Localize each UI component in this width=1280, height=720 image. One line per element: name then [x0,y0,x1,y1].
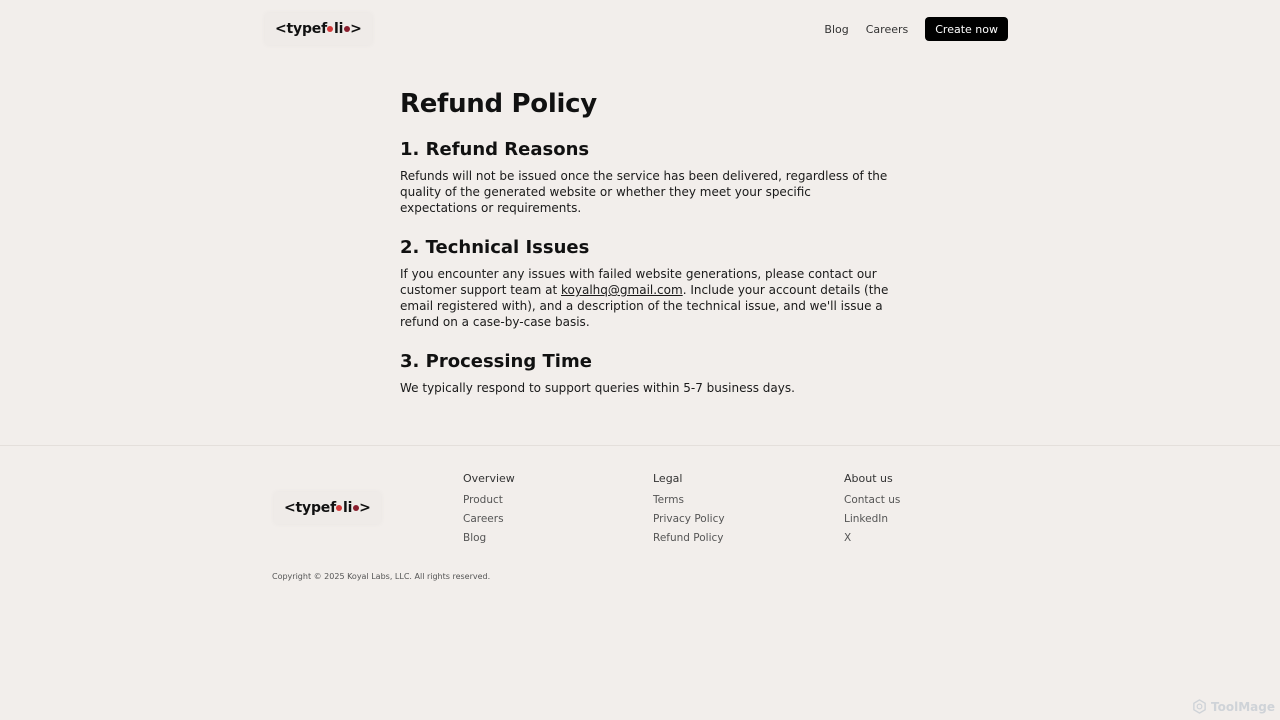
section-heading: 2. Technical Issues [400,237,590,258]
footer-column-legal [653,472,725,551]
section-technical-issues [400,236,890,330]
footer-link-careers[interactable]: Careers [463,513,504,525]
footer-column-title: About us [844,472,893,485]
toolmage-watermark [1192,699,1275,714]
footer-link-linkedin[interactable]: LinkedIn [844,513,889,525]
footer-logo[interactable] [274,492,381,524]
footer-column-overview [463,472,515,551]
logo-prefix: <typef [284,500,336,516]
copyright-text: Copyright © 2025 Koyal Labs, LLC. All rights reserved. [272,572,491,581]
section-heading: 1. Refund Reasons [400,139,590,160]
toolmage-logo-icon [1192,699,1207,714]
footer-divider [0,445,1280,446]
section-refund-reasons [400,138,890,216]
support-email-link[interactable]: koyalhq@gmail.com [561,283,683,297]
logo-dot-icon [327,26,333,32]
footer-link-blog[interactable]: Blog [463,532,487,544]
site-footer [272,472,1012,592]
footer-column-about-us [844,472,900,551]
header-nav [824,17,1008,41]
body-text: If you encounter any issues with failed website generations, please contact our customer support team at [400,267,877,297]
site-header [265,13,1008,45]
logo-suffix: > [350,21,362,37]
logo-dot-icon [353,505,359,511]
footer-link-refund-policy[interactable]: Refund Policy [653,532,724,544]
body-text: . Include your account details (the email registered with), and a description of the technical issue, and we'll issue a refund on a case-by-case basis. [400,283,889,329]
footer-link-product[interactable]: Product [463,494,503,506]
footer-column-title: Legal [653,472,683,485]
create-now-button[interactable]: Create now [925,17,1008,41]
logo-prefix: <typef [275,21,327,37]
nav-careers-link[interactable]: Careers [865,22,909,36]
page-title: Refund Policy [400,89,597,119]
header-logo[interactable] [265,13,372,45]
footer-link-terms[interactable]: Terms [653,494,684,506]
section-heading: 3. Processing Time [400,351,592,372]
watermark-label: ToolMage [1211,699,1275,714]
footer-column-title: Overview [463,472,515,485]
footer-link-x[interactable]: X [844,532,852,544]
section-body [400,266,890,330]
logo-suffix: > [359,500,371,516]
footer-link-privacy-policy[interactable]: Privacy Policy [653,513,725,525]
logo-dot-icon [336,505,342,511]
logo-dot-icon [344,26,350,32]
section-body: We typically respond to support queries within 5-7 business days. [400,381,795,395]
section-processing-time [400,350,890,396]
footer-link-contact-us[interactable]: Contact us [844,494,901,506]
section-body: Refunds will not be issued once the service has been delivered, regardless of the quality of the generated website or whether they meet your specific expectations or requirements. [400,169,888,215]
logo-mid: li [333,21,344,37]
nav-blog-link[interactable]: Blog [824,22,849,36]
logo-mid: li [342,500,353,516]
policy-content [400,86,890,416]
